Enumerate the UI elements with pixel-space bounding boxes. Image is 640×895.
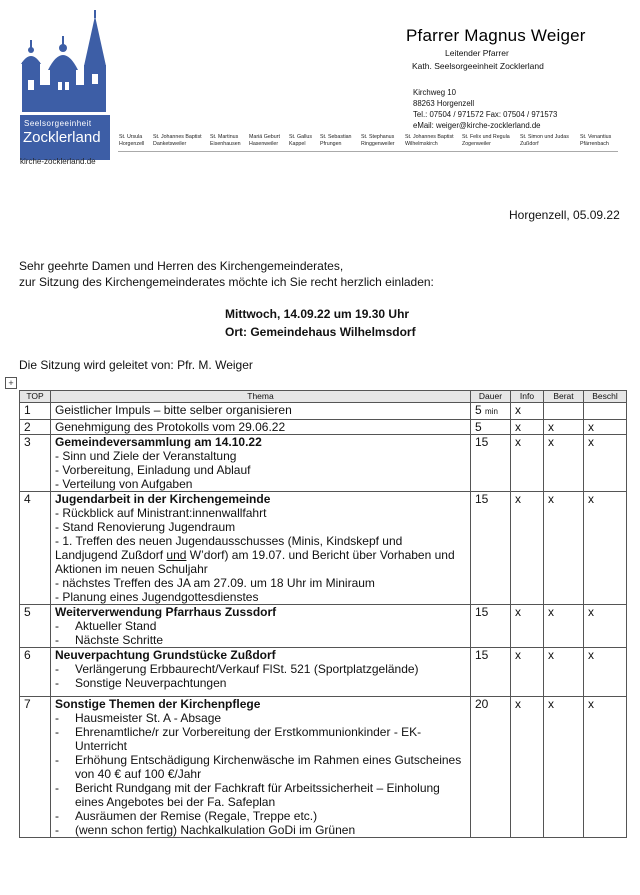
row-duration: 5 [471, 420, 511, 435]
topic-item: - Vorbereitung, Einladung und Ablauf [55, 463, 251, 477]
row-decision: x [584, 648, 627, 697]
parish-entry: St. Johannes Baptist Wilhelmskirch [405, 134, 454, 147]
row-number: 5 [20, 605, 51, 648]
meeting-datetime: Mittwoch, 14.09.22 um 19.30 Uhr [225, 307, 410, 321]
col-header-decision: Beschl [584, 391, 627, 403]
topic-item: - Verteilung von Aufgaben [55, 477, 193, 491]
row-info: x [511, 403, 544, 420]
row-info: x [511, 492, 544, 605]
parish-entry: St. Ursula Horgenzell [119, 134, 145, 147]
row-advice: x [544, 605, 584, 648]
topic-item: - Sinn und Ziele der Veranstaltung [55, 449, 237, 463]
topic-item: - Rückblick auf Ministrant:innenwallfahrt [55, 506, 267, 520]
row-advice: x [544, 697, 584, 838]
row-duration: 15 [471, 605, 511, 648]
parish-entry: St. Martinus Eisenhausen [210, 134, 241, 147]
address-email: eMail: weiger@kirche-zocklerland.de [413, 121, 541, 130]
row-duration: 5 min [471, 403, 511, 420]
row-decision: x [584, 492, 627, 605]
header-divider [118, 151, 618, 152]
topic-item: - Bericht Rundgang mit der Fachkraft für Arbeitssicherheit – Einholung eines Angebotes bei der Fa. Safeplan [55, 781, 440, 809]
topic-item: - Planung eines Jugendgottesdienstes [55, 590, 259, 604]
col-header-topic: Thema [51, 391, 471, 403]
table-row [20, 648, 627, 697]
col-header-info: Info [511, 391, 544, 403]
topic-item: - Erhöhung Entschädigung Kirchenwäsche im Rahmen eines Gutscheines von 40 € auf 100 €/Jahr [55, 753, 462, 781]
row-number: 7 [20, 697, 51, 838]
website-url: kirche-zocklerland.de [20, 157, 96, 166]
duration-unit: min [485, 407, 498, 416]
row-number: 3 [20, 435, 51, 492]
topic-item: - (wenn schon fertig) Nachkalkulation GoDi im Grünen [55, 823, 356, 837]
table-row [20, 605, 627, 648]
row-duration: 15 [471, 435, 511, 492]
topic-item: - Stand Renovierung Jugendraum [55, 520, 236, 534]
topic-title: Jugendarbeit in der Kirchengemeinde [55, 492, 271, 506]
row-topic [51, 435, 471, 492]
parish-entry: St. Felix und Regula Zogenweiler [462, 134, 510, 147]
parish-entry: Mariä Geburt Hasenweiler [249, 134, 280, 147]
topic-title: Gemeindeversammlung am 14.10.22 [55, 435, 262, 449]
parish-entry: St. Simon und Judas Zußdorf [520, 134, 569, 147]
meeting-location: Ort: Gemeindehaus Wilhelmsdorf [225, 325, 416, 339]
letter-date: Horgenzell, 05.09.22 [509, 208, 620, 222]
topic-item: - Verlängerung Erbbaurecht/Verkauf FlSt. 521 (Sportplatzgelände) [55, 662, 419, 676]
topic-item: - Aktueller Stand [55, 619, 157, 633]
topic-item: - Hausmeister St. A - Absage [55, 711, 222, 725]
row-number: 2 [20, 420, 51, 435]
topic-item: - nächstes Treffen des JA am 27.09. um 18 Uhr im Miniraum [55, 576, 375, 590]
topic-title: Sonstige Themen der Kirchenpflege [55, 697, 261, 711]
row-duration: 20 [471, 697, 511, 838]
row-info: x [511, 435, 544, 492]
row-topic [51, 492, 471, 605]
row-info: x [511, 605, 544, 648]
meeting-chair: Die Sitzung wird geleitet von: Pfr. M. Weiger [19, 358, 253, 372]
row-decision: x [584, 697, 627, 838]
row-number: 6 [20, 648, 51, 697]
topic-item: - 1. Treffen des neuen Jugendausschusses (Minis, Kindskepf und Landjugend Zußdorf und W’dorf) am 19.07. und Bericht über Vorhaben und Aktionen im neuen Schuljahr [55, 534, 455, 576]
row-topic: Genehmigung des Protokolls vom 29.06.22 [51, 420, 471, 435]
letter-intro [19, 258, 434, 290]
row-info: x [511, 420, 544, 435]
table-header-row [20, 391, 627, 403]
row-number: 1 [20, 403, 51, 420]
sender-name: Pfarrer Magnus Weiger [406, 26, 586, 45]
col-header-top: TOP [20, 391, 51, 403]
topic-title: Neuverpachtung Grundstücke Zußdorf [55, 648, 276, 662]
salutation-line: Sehr geehrte Damen und Herren des Kirchengemeinderates, [19, 259, 344, 273]
parish-entry: St. Gallus Kappel [289, 134, 312, 147]
parish-entry: St. Venantius Pfärrenbach [580, 134, 612, 147]
topic-item: - Ehrenamtliche/r zur Vorbereitung der Erstkommunionkinder - EK-Unterricht [55, 725, 422, 753]
table-move-handle-icon[interactable]: + [5, 377, 17, 389]
agenda-table [19, 390, 627, 838]
topic-title: Weiterverwendung Pfarrhaus Zussdorf [55, 605, 277, 619]
parish-entry: St. Stephanus Ringgenweiler [361, 134, 395, 147]
topic-item: - Sonstige Neuverpachtungen [55, 676, 227, 690]
parish-entry: St. Johannes Baptist Danketsweiler [153, 134, 202, 147]
row-decision: x [584, 605, 627, 648]
parish-entry: St. Sebastian Pfrungen [320, 134, 352, 147]
col-header-advice: Berat [544, 391, 584, 403]
address-phone: Tel.: 07504 / 971572 Fax: 07504 / 971573 [413, 110, 558, 119]
row-topic [51, 648, 471, 697]
address-city: 88263 Horgenzell [413, 99, 475, 108]
row-info: x [511, 648, 544, 697]
address-street: Kirchweg 10 [413, 88, 456, 97]
topic-item: - Ausräumen der Remise (Regale, Treppe etc.) [55, 809, 318, 823]
sender-unit: Kath. Seelsorgeeinheit Zocklerland [412, 61, 544, 71]
sender-role: Leitender Pfarrer [445, 48, 509, 58]
row-topic [51, 697, 471, 838]
table-row [20, 403, 627, 420]
topic-item: - Nächste Schritte [55, 633, 164, 647]
logo-line2: Zocklerland [23, 129, 101, 146]
logo-line1: Seelsorgeeinheit [24, 119, 92, 128]
parish-logo [20, 10, 110, 155]
row-number: 4 [20, 492, 51, 605]
sender-address [413, 87, 557, 131]
row-duration: 15 [471, 492, 511, 605]
row-advice: x [544, 492, 584, 605]
row-duration: 15 [471, 648, 511, 697]
church-towers-logo-icon [20, 10, 110, 115]
row-decision: x [584, 420, 627, 435]
logo-wordmark [20, 115, 110, 160]
row-topic: Geistlicher Impuls – bitte selber organisieren [51, 403, 471, 420]
table-row [20, 492, 627, 605]
table-row [20, 435, 627, 492]
invitation-line: zur Sitzung des Kirchengemeinderates möchte ich Sie recht herzlich einladen: [19, 275, 434, 289]
table-row [20, 420, 627, 435]
table-row [20, 697, 627, 838]
row-advice: x [544, 435, 584, 492]
row-advice: x [544, 648, 584, 697]
row-advice [544, 403, 584, 420]
row-info: x [511, 697, 544, 838]
row-decision: x [584, 435, 627, 492]
row-advice: x [544, 420, 584, 435]
row-topic [51, 605, 471, 648]
row-decision [584, 403, 627, 420]
col-header-duration: Dauer [471, 391, 511, 403]
